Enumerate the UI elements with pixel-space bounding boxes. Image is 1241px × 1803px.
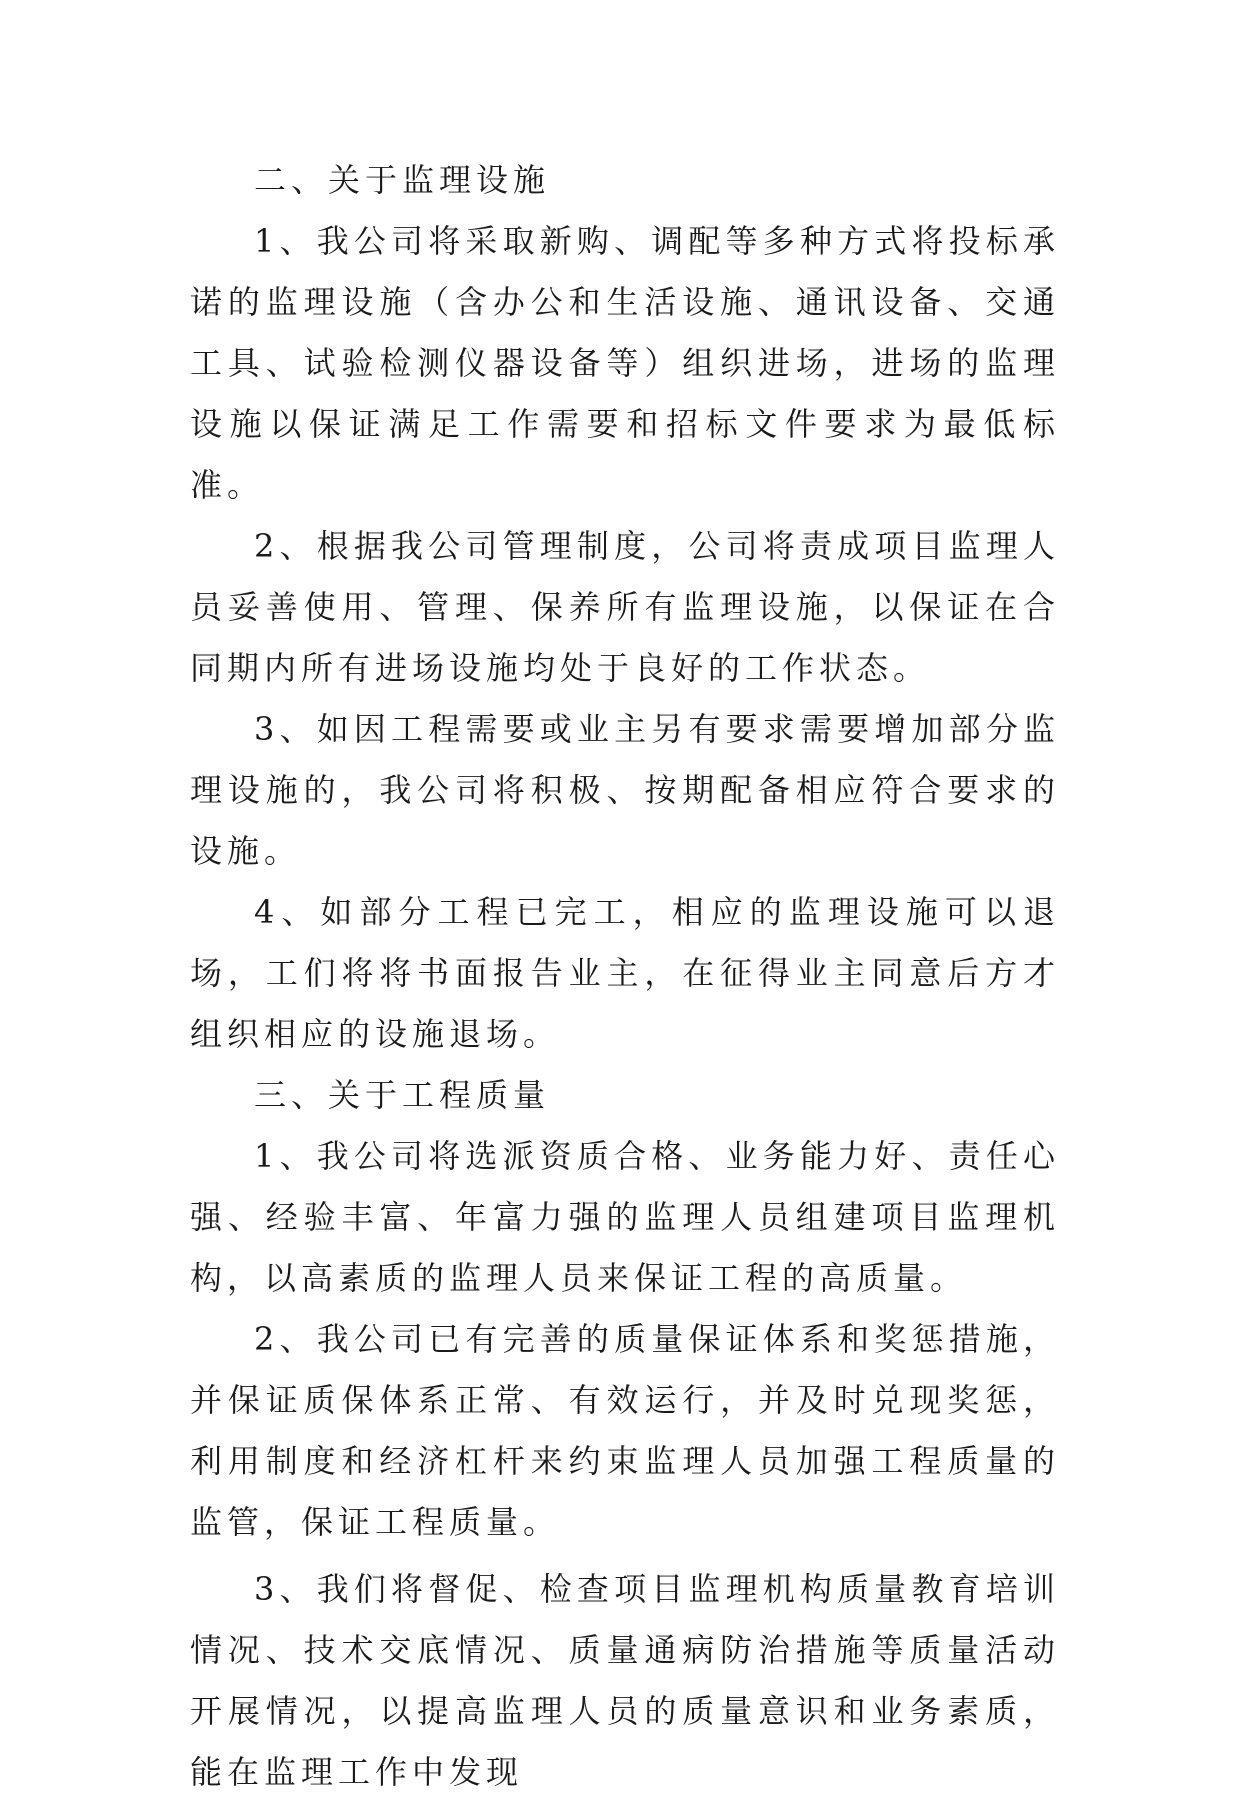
section-3-paragraph-1: 1、我公司将选派资质合格、业务能力好、责任心强、经验丰富、年富力强的监理人员组建项目监理机构，以高素质的监理人员来保证工程的高质量。 — [190, 1137, 1060, 1297]
section-2-heading: 二、关于监理设施 — [254, 161, 551, 199]
section-2-paragraph-2: 2、根据我公司管理制度，公司将责成项目监理人员妥善使用、管理、保养所有监理设施，以保证在合同期内所有进场设施均处于良好的工作状态。 — [190, 527, 1060, 687]
section-3-heading: 三、关于工程质量 — [254, 1076, 551, 1114]
section-2-paragraph-3: 3、如因工程需要或业主另有要求需要增加部分监理设施的，我公司将积极、按期配备相应符合要求的设施。 — [190, 710, 1060, 870]
section-2-paragraph-4: 4、如部分工程已完工，相应的监理设施可以退场，工们将将书面报告业主，在征得业主同意后方才组织相应的设施退场。 — [190, 893, 1060, 1053]
section-2-paragraph-1: 1、我公司将采取新购、调配等多种方式将投标承诺的监理设施（含办公和生活设施、通讯设备、交通工具、试验检测仪器设备等）组织进场，进场的监理设施以保证满足工作需要和招标文件要求为最低标准。 — [190, 222, 1060, 504]
section-3-paragraph-3: 3、我们将督促、检查项目监理机构质量教育培训情况、技术交底情况、质量通病防治措施等质量活动开展情况，以提高监理人员的质量意识和业务素质，能在监理工作中发现 — [190, 1570, 1060, 1791]
document-body — [190, 150, 1060, 1803]
section-3-paragraph-2: 2、我公司已有完善的质量保证体系和奖惩措施，并保证质保体系正常、有效运行，并及时兑现奖惩，利用制度和经济杠杆来约束监理人员加强工程质量的监管，保证工程质量。 — [190, 1320, 1060, 1541]
